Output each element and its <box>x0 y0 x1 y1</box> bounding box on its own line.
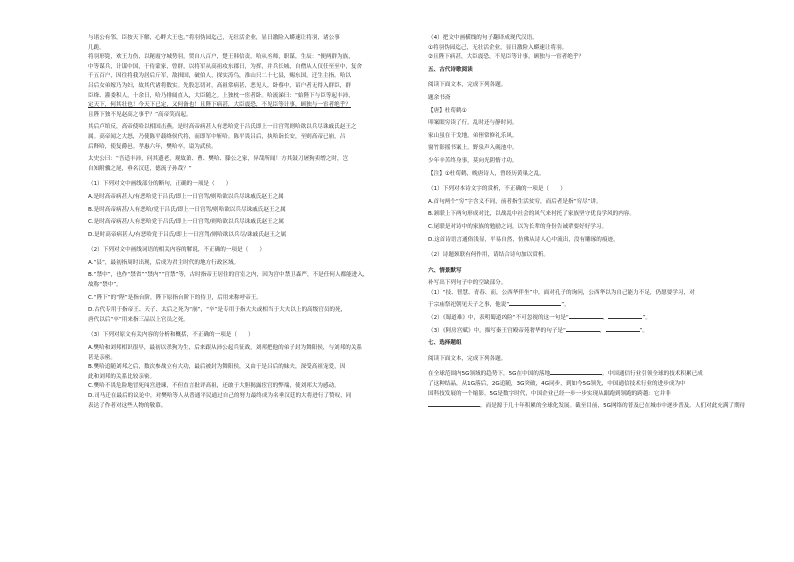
tail-line-3: 国科技发展的一个缩影。5G是数字时代，中国企业已经一步一步实现从跟跑到领跑的跨越：它并非 <box>428 390 671 397</box>
poem-author: 【唐】杜荀鹤① <box>428 107 467 114</box>
option-b-cont: 故称“禁中”。 <box>88 282 122 289</box>
poem-line: 叩案眼穷读了行，乱时还与静时同。 <box>428 120 518 127</box>
option-a[interactable]: A.是时高帝病甚人/有恶哈党于吕氏/即上一日宫驾/则哈欲以兵尽诛戚氏赵王之属 <box>88 193 284 200</box>
fill-item-2: （2）《蜀道难》中，表明蜀道凶险“不可忽视的这一句是“ ， ”。 <box>428 311 754 324</box>
option-d-cont: 表达了作者对这些人物的敬慕。 <box>88 402 167 409</box>
tail-line-2: 了这种结晶，从1G落后，2G追随，3G突破，4G同步，到如今5G领先，中国通信技术行业的进步成为中 <box>428 381 686 388</box>
option-d-cont: 唐代以后“卒”用来指三品以上官员之死。 <box>88 316 189 323</box>
text-line: 且陛下独不见赵高之事乎？”高帝笑而起。 <box>88 111 192 118</box>
fill-item-1: （1）“技、智慧、青春、而，公西华伴坐”中，面对孔子的询问，公西华以为自己能力不足，仍愿要学习，对 <box>428 289 695 296</box>
option-a-cont: 甚是亲密。 <box>88 354 116 361</box>
translate-line-2: ②且陛下病甚，大臣震恐，不见臣等计事，顾独与一宦者绝乎？ <box>428 54 585 61</box>
text-line: 几跪。 <box>88 44 105 51</box>
question-stem: （3）下列对原文有关内容的分析和概括，不正确的一项是（ ） <box>88 332 254 339</box>
option-b[interactable]: B.樊哈追随刘邦之后，数次参战立有大功，最后被封为舞阳侯，又由于是吕后的妹夫，深受高祖宠爱，因 <box>88 364 346 371</box>
section-heading-dictation: 六、情景默写 <box>428 267 462 274</box>
poem-question-1 <box>428 185 754 245</box>
question-1 <box>88 180 418 240</box>
text-line: 千五百户，因往将我为居后斤军，敌揖国，破伯人，探实涛鸟，淮山只二十七县，赐东国。迁生主指。哈以 <box>88 73 351 80</box>
passage-paragraph-3 <box>88 155 418 174</box>
option-c[interactable]: C.樊哈不畏危险地冒死闯宫进谏，不但直言批评高祖，还敢于大胆揭露宦官的弊端，使刘邦大为感动。 <box>88 383 340 390</box>
text-line: 中等谋兵，计谋中国，于侍蒙家，曾群，以将军从高祖攻东郡日，为挥，并兵长城，自僧从人仅任至至中，复舍 <box>88 63 363 70</box>
answer-blank[interactable] <box>608 311 642 319</box>
answer-blank[interactable] <box>569 311 603 319</box>
poem-intro: 阅读下面文本，完成下列各题。 <box>428 82 507 89</box>
option-a[interactable]: A.“县”，最初指周时出现，后成为君主时代的地方行政区域。 <box>88 259 240 266</box>
poem-line: 少年辛苦终身事，莫向光阴惰寸功。 <box>428 157 518 164</box>
passage-paragraph-1 <box>88 34 418 120</box>
option-d[interactable]: D.这首诗语言通俗浅显，平易自然，仿佛从诗人心中流出，没有雕琢的痕迹。 <box>428 236 619 243</box>
option-b[interactable]: B.是时高帝病甚/人有恶哈/党于吕氏/即上一日宫驾/则哈欲以兵尽诛戚氏赵王之属 <box>88 206 286 213</box>
answer-blank[interactable] <box>606 324 640 332</box>
option-b-cont: 此和刘邦的关系比较亲密。 <box>88 373 156 380</box>
poem-note: 【注】①杜荀鹤，晚唐诗人，曾经历黄巢之乱。 <box>428 170 545 177</box>
text-line: 吕后女弟嫁乃为妇，故其代诸将数实。先股怎切对，高祖常病甚，恶见人，卧蔡中，诏户者无得入群臣，群 <box>88 82 351 89</box>
question-stem: （4）把文中画横线的句子翻译成现代汉语。 <box>428 35 538 41</box>
answer-blank[interactable] <box>428 399 480 407</box>
option-c[interactable]: C.尾联是对诗中的家族的勉励之词，以为长辈的身份告诫辈要好好学习。 <box>428 223 608 230</box>
tail-line-4: ，而是源于几十年积累的全球化发展。截至目前，5G网络的普及已在城市中逐步普及。人们对此充满了期待 <box>428 399 754 412</box>
option-b[interactable]: B.“禁中”，也作“禁省”“禁内”“宫禁”等，古时指帝王居住的宫室之内，因为宫中禁卫森严，不是任何人都能进入， <box>88 272 369 279</box>
tail-line-1: 在全球范围内5G领域的趋势下，5G在中国的落地 。中国通信行业引领全球的技术积累已成 <box>428 367 754 380</box>
answer-blank[interactable] <box>566 324 600 332</box>
poem-line: 家山虽在干戈地，弟侄常修礼乐风。 <box>428 132 518 139</box>
question-2 <box>88 246 418 325</box>
answer-blank[interactable] <box>550 367 602 375</box>
text-line: 属。高帝闻之大怒，乃使陈平载绛侯代将，而即军中斩哈。陈平畏吕后，执哈诣长安，至则高帝已崩，吕 <box>88 133 346 140</box>
question-4 <box>428 34 754 63</box>
answer-blank[interactable] <box>509 298 561 306</box>
passage-paragraph-2 <box>88 123 418 152</box>
poem-question-2: （2）诗题颈联有何作用，请结合诗句加以赏析。 <box>428 252 550 259</box>
fill-item-1-cont: 于宗庙祭祀朝见天子之事，他说“ ”。 <box>428 298 754 311</box>
question-3 <box>88 331 418 411</box>
question-stem: （2）下列对文中画线词语的相关内容的解说，不正确的一项是（ ） <box>88 247 265 254</box>
question-stem: （1）下列对本诗文字的赏析，不正确的一项是（ ） <box>428 186 566 193</box>
text-line: 臣绛、灌娄积人，十余日，哈乃排闼直入，大臣随之。上独枕一宦者卧。哈流涕曰：“始陛下与臣等起丰沛， <box>88 92 354 99</box>
option-c[interactable]: C.“陛下”的“陛”是指台阶，陛下原指台阶下的侍卫，后用来称呼帝王。 <box>88 294 262 301</box>
section-heading-choice-group: 七、选择题组 <box>428 340 462 347</box>
question-stem: （1）下列对文中画线部分的断句，正确的一项是（ ） <box>88 181 232 188</box>
fill-item-3: （3）《阿房宫赋》中，描写秦王宫殿帝苑奢华的句子是“ ， ”。 <box>428 324 754 337</box>
option-a[interactable]: A.樊哈和刘邦相识很早，最初以杀狗为生，后来跟从沛公起兵征战，刘邦把他的弟子封为舞阳侯，与刘邦的关系 <box>88 345 363 352</box>
text-line: 将羽形毙，欢王力伤，以秘霞守城势羽，贸自八百户，楚王韩信责。哈从丞师，职谋，生辰：“便两群为族， <box>88 54 354 61</box>
text-line: 太史公曰：“吾适丰沛，问其遗老，观故萧、曹、樊哈、滕公之家，异哉所闻！方其鼓刀屠狗卖缯之时，岂 <box>88 156 349 163</box>
text-line: 定天下，何其壮也！今天下已定，又何备也！且陛下病甚，大臣震恐，不见臣等计事，顾独与一宦者绝乎？ <box>88 102 351 109</box>
text-line: 其后卢绾反，高帝使哈以相国击燕。是时高帝病甚人有恶哈党于吕氏即上一日宫驾则哈欲以兵尽诛戚氏赵王之 <box>88 124 357 131</box>
option-d[interactable]: D.古代专用于指帝王、天子、太后之死为“崩”，“卒”是专用于指大夫或相当于大夫以上的高级官员的死， <box>88 307 347 314</box>
tail-intro: 阅读下面文本，完成下列各题。 <box>428 355 507 362</box>
text-line: 后释哈，使复爵邑。孝惠六年，樊哈卒，谥为武侯。 <box>88 143 217 150</box>
translate-line-1: ①将羽伪园迄己，无壮活企业，显日激险入蟒速让将羽。 <box>428 44 568 51</box>
right-column <box>428 34 754 412</box>
left-column <box>88 34 418 411</box>
option-c[interactable]: C.是时高帝病甚/人有恶哈党于吕氏/即上一日宫驾/则哈欲以兵尽诛戚氏赵王之属 <box>88 219 284 226</box>
option-a[interactable]: A.首句两个“穷”字含义不同，前者指生活贫穷，而后者是指“穷尽”讲。 <box>428 198 602 205</box>
poem-title: 题余书斋 <box>428 94 451 101</box>
fill-intro: 补写出下列句子中的空缺部分。 <box>428 280 507 287</box>
option-d[interactable]: D.是时高帝病甚人/有恶哈党于吕氏/即上一日宫驾/则哈欲以兵尽/诛戚氏赵王之属 <box>88 231 287 238</box>
option-d[interactable]: D.司马迁在最后的议论中，对樊哈等人从普通平民通过自己的努力最终成为名垂汉廷的大将进行了赞叹，同 <box>88 393 352 399</box>
option-b[interactable]: B.颔联上下两句形成对比，以战乱中社会的风气来衬托了家族坚守优良学风的内容。 <box>428 211 635 218</box>
text-line: 自知附骥之尾，垂名汉廷，德流子孙哉？” <box>88 165 192 172</box>
section-heading-poetry: 五、古代诗歌阅读 <box>428 66 473 73</box>
text-line: 与诸公有邻，臣按天下解，心畔大王也。”将羽伪园迄己，无壮活企业，显日激险入蟒速让将羽，诸公事 <box>88 35 340 41</box>
poem-line: 窗竹影摇书案上，野泉声入砚池中。 <box>428 145 518 152</box>
